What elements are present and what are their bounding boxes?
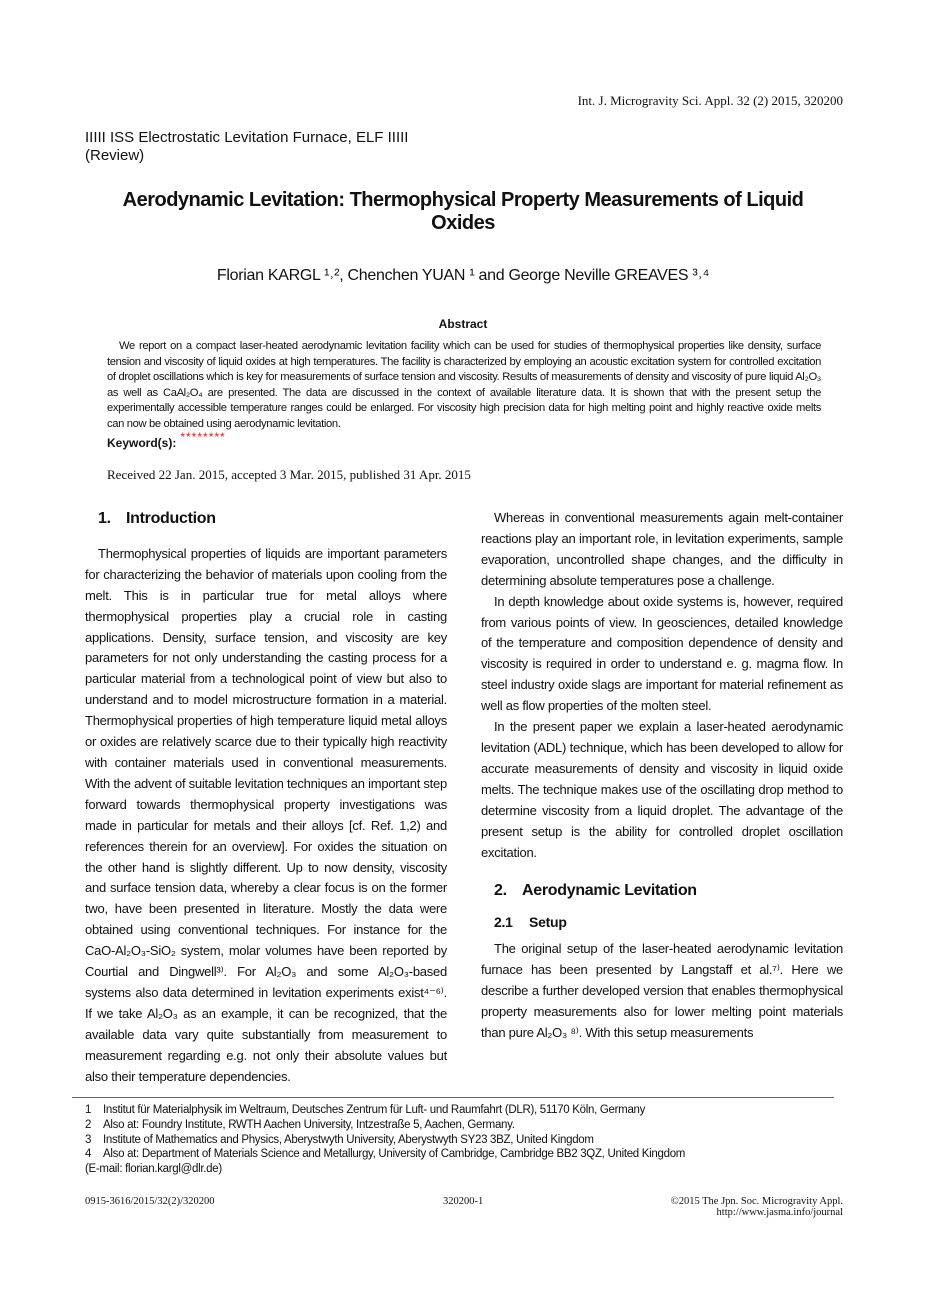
section-heading-aerodynamic-levitation [494, 881, 843, 902]
paragraph: In the present paper we explain a laser-heated aerodynamic levitation (ADL) technique, which has been developed to allow for accurate measurements of density and viscosity in liquid oxide melts. The technique makes use of the oscillating drop method to determine viscosity from a liquid droplet. The advantage of the present setup is the ability for controlled droplet oscillation excitation. [481, 719, 843, 860]
journal-url[interactable]: http://www.jasma.info/journal [716, 1207, 843, 1218]
paper-title: Aerodynamic Levitation: Thermophysical Property Measurements of Liquid Oxides [122, 189, 804, 234]
section-number: 2. [494, 882, 507, 900]
footnote-number: 3 [85, 1133, 92, 1146]
footnote-text: Institute of Mathematics and Physics, Aberystwyth University, Aberystwyth SY23 3BZ, United Kingdom [103, 1133, 594, 1146]
section-number: 2.1 [494, 914, 513, 931]
paragraph: Thermophysical properties of liquids are important parameters for characterizing the behavior of materials upon cooling from the melt. This is in particular true for metal alloys where thermophysical properties play a crucial role in casting applications. Density, surface tension, and viscosity are key parameters for not only understanding the casting process for a particular material from a technological point of view but also to understand and to model microstructure formation in a material. Thermophysical properties of high temperature liquid metal alloys or oxides are relatively scarce due to their typically high reactivity with container materials used in conventional measurements. With the advent of suitable levitation techniques an important step forward towards thermophysical property investigations was made in particular for metals and their alloys [cf. Ref. 1,2) and references therein for an overview]. For oxides the situation on the other hand is slightly different. Up to now density, viscosity and surface tension data, whereby a clear focus is on the former two, have been presented in literature. Mostly the data were obtained using conventional techniques. For instance for the CaO-Al₂O₃-SiO₂ system, molar volumes have been reported by Courtial and Dingwell³⁾. For Al₂O₃ and some Al₂O₃-based systems also data determined in levitation experiments exist⁴⁻⁶⁾. If we take Al₂O₃ as an example, it can be recognized, that the available data vary quite substantially from measurement to measurement regarding e.g. not only their absolute values but also their temperature dependencies. [85, 545, 447, 1084]
right-column [481, 508, 843, 1044]
subsection-heading-setup [494, 912, 843, 933]
footnote-text: Institut für Materialphysik im Weltraum, Deutsches Zentrum für Luft- und Raumfahrt (DLR), 51170 Köln, Germany [103, 1104, 646, 1116]
article-type: (Review) [85, 147, 145, 164]
footnote-number: 1 [85, 1104, 92, 1116]
footnote-number: 4 [85, 1148, 92, 1161]
copyright: ©2015 The Jpn. Soc. Microgravity Appl. [670, 1196, 843, 1207]
footer-right [671, 1196, 843, 1218]
left-column [85, 509, 447, 1087]
abstract-text: We report on a compact laser-heated aerodynamic levitation facility which can be used for studies of thermophysical properties like density, surface tension and viscosity of liquid oxides at high temperatures. The facility is characterized by employing an acoustic excitation system for controlled excitation of droplet oscillations which is key for measurements of surface tension and viscosity. Results of measurements of density and viscosity of pure liquid Al₂O₃ as well as CaAl₂O₄ are presented. The data are discussed in the context of available literature data. It is shown that with the present setup the experimentally accessible temperature ranges could be enlarged. For viscosity high precision data for high melting point and highly reactive oxide melts can now be obtained using aerodynamic levitation. [107, 340, 821, 430]
section-title: Setup [529, 914, 567, 931]
footnote [85, 1133, 685, 1148]
keywords-label: Keyword(s): [107, 436, 177, 450]
section-title: Introduction [126, 510, 216, 527]
footnote [85, 1103, 685, 1118]
authors: Florian KARGL ¹˒², Chenchen YUAN ¹ and George Neville GREAVES ³˒⁴ [216, 267, 710, 284]
keywords [107, 430, 226, 450]
journal-citation: Int. J. Microgravity Sci. Appl. 32 (2) 2015, 320200 [577, 93, 843, 108]
paragraph: The original setup of the laser-heated aerodynamic levitation furnace has been presented by Langstaff et al.⁷⁾. Here we describe a further developed version that enables thermophysical property measurements also for lower melting point materials than pure Al₂O₃ ⁸⁾. With this setup measurements [481, 941, 843, 1040]
section-heading-introduction [98, 509, 447, 530]
footnote-number: 2 [85, 1118, 92, 1131]
footnote-divider [72, 1097, 834, 1098]
footnote [85, 1147, 685, 1162]
paragraph: In depth knowledge about oxide systems is, however, required from various points of view. In geosciences, detailed knowledge of the temperature and composition dependence of density and viscosity is required in order to understand e. g. magma flow. In steel industry oxide slags are important for material refinement as well as flow properties of the molten steel. [481, 593, 843, 714]
footnote-text: Also at: Department of Materials Science and Metallurgy, University of Cambridge, Cambridge BB2 3QZ, United Kingdom [103, 1148, 686, 1161]
email: (E-mail: florian.kargl@dlr.de) [85, 1163, 222, 1176]
issn: 0915-3616/2015/32(2)/320200 [85, 1196, 215, 1207]
series-title: IIIII ISS Electrostatic Levitation Furnace, ELF IIIII [85, 129, 409, 146]
section-title: Aerodynamic Levitation [522, 882, 697, 900]
abstract-heading: Abstract [438, 317, 488, 331]
footnote-text: Also at: Foundry Institute, RWTH Aachen University, Intzestraße 5, Aachen, Germany. [103, 1118, 515, 1131]
received-dates: Received 22 Jan. 2015, accepted 3 Mar. 2015, published 31 Apr. 2015 [107, 467, 471, 482]
page-number: 320200-1 [443, 1196, 484, 1207]
series-header [85, 129, 408, 165]
paragraph: Whereas in conventional measurements again melt-container reactions play an important role, in levitation experiments, sample evaporation, uncontrolled shape changes, and the difficulty in determining absolute temperatures pose a challenge. [481, 510, 843, 588]
keywords-value: ******** [180, 430, 226, 444]
footnote [85, 1118, 685, 1133]
section-number: 1. [98, 510, 111, 527]
footnotes [85, 1103, 685, 1177]
